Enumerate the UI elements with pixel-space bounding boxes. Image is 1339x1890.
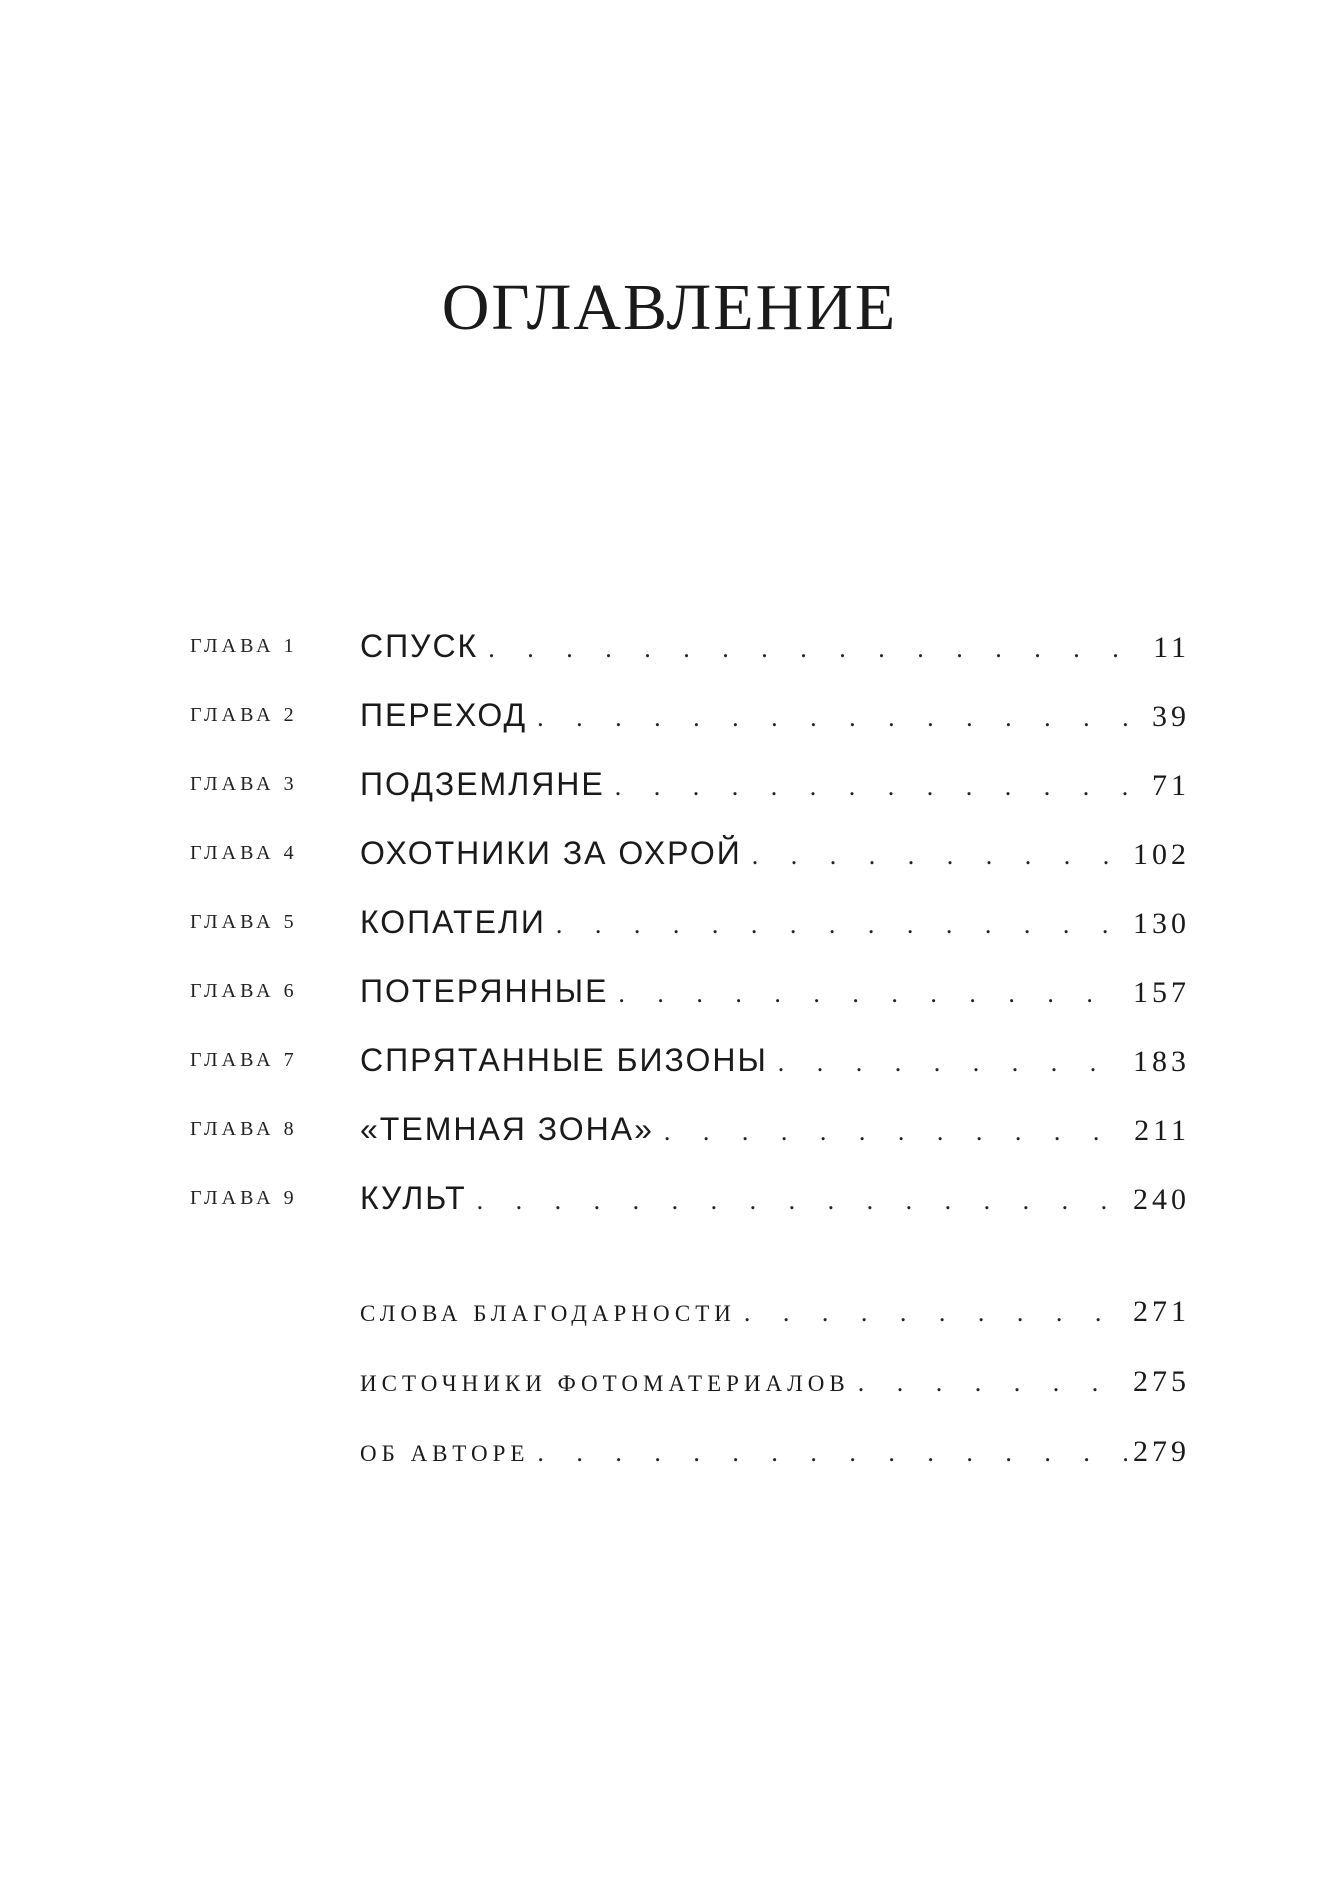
page-number: 240 — [1133, 1183, 1190, 1216]
chapter-label: ГЛАВА 7 — [190, 1049, 298, 1071]
toc-entry-chapter-2[interactable] — [190, 681, 1190, 750]
chapter-label: ГЛАВА 4 — [190, 842, 298, 864]
chapter-label: ГЛАВА 9 — [190, 1187, 298, 1209]
chapter-title: ПЕРЕХОД — [360, 697, 528, 733]
back-matter-title: ИСТОЧНИКИ ФОТОМАТЕРИАЛОВ — [360, 1371, 850, 1396]
dot-leader — [615, 774, 1146, 800]
chapter-label: ГЛАВА 8 — [190, 1118, 298, 1140]
toc-entry-chapter-4[interactable] — [190, 819, 1190, 888]
chapter-title: КУЛЬТ — [360, 1180, 467, 1216]
toc-entry-chapter-1[interactable] — [190, 612, 1190, 681]
toc-entry-chapter-9[interactable] — [190, 1164, 1190, 1233]
toc-entry-chapter-6[interactable] — [190, 957, 1190, 1026]
chapter-list — [190, 612, 1190, 1233]
dot-leader — [488, 636, 1147, 662]
toc-entry-chapter-7[interactable] — [190, 1026, 1190, 1095]
page-number: 275 — [1133, 1365, 1190, 1398]
toc-entry-about-author[interactable] — [190, 1417, 1190, 1487]
page-title: ОГЛАВЛЕНИЕ — [441, 271, 898, 344]
chapter-title: ПОДЗЕМЛЯНЕ — [360, 766, 605, 802]
dot-leader — [778, 1050, 1127, 1076]
dot-leader — [744, 1300, 1127, 1326]
chapter-title: СПУСК — [360, 628, 479, 664]
chapter-title: ПОТЕРЯННЫЕ — [360, 973, 609, 1009]
chapter-title: «ТЕМНАЯ ЗОНА» — [360, 1111, 654, 1147]
page-number: 271 — [1133, 1295, 1190, 1328]
dot-leader — [477, 1188, 1127, 1214]
dot-leader — [664, 1119, 1128, 1145]
dot-leader — [752, 843, 1127, 869]
back-matter-list — [190, 1277, 1190, 1487]
page-number: 157 — [1133, 976, 1190, 1009]
chapter-title: КОПАТЕЛИ — [360, 904, 546, 940]
page-number: 39 — [1152, 700, 1190, 733]
back-matter-title: ОБ АВТОРЕ — [360, 1441, 530, 1466]
chapter-label: ГЛАВА 5 — [190, 911, 298, 933]
chapter-title: СПРЯТАННЫЕ БИЗОНЫ — [360, 1042, 768, 1078]
page-number: 130 — [1133, 907, 1190, 940]
toc-entry-chapter-3[interactable] — [190, 750, 1190, 819]
toc-entry-chapter-8[interactable] — [190, 1095, 1190, 1164]
page-number: 71 — [1152, 769, 1190, 802]
back-matter-title: СЛОВА БЛАГОДАРНОСТИ — [360, 1301, 736, 1326]
chapter-label: ГЛАВА 6 — [190, 980, 298, 1002]
page-number: 11 — [1153, 631, 1190, 664]
page-number: 211 — [1134, 1114, 1190, 1147]
chapter-label: ГЛАВА 1 — [190, 635, 298, 657]
page-number: 279 — [1133, 1435, 1190, 1468]
chapter-label: ГЛАВА 3 — [190, 773, 298, 795]
toc-entry-photo-credits[interactable] — [190, 1347, 1190, 1417]
dot-leader — [537, 705, 1146, 731]
toc-entry-chapter-5[interactable] — [190, 888, 1190, 957]
dot-leader — [556, 912, 1127, 938]
dot-leader — [618, 981, 1127, 1007]
page-number: 183 — [1133, 1045, 1190, 1078]
dot-leader — [537, 1440, 1127, 1466]
dot-leader — [858, 1370, 1127, 1396]
toc-entry-acknowledgements[interactable] — [190, 1277, 1190, 1347]
page-number: 102 — [1133, 838, 1190, 871]
chapter-label: ГЛАВА 2 — [190, 704, 298, 726]
table-of-contents — [190, 612, 1190, 1487]
chapter-title: ОХОТНИКИ ЗА ОХРОЙ — [360, 835, 742, 871]
